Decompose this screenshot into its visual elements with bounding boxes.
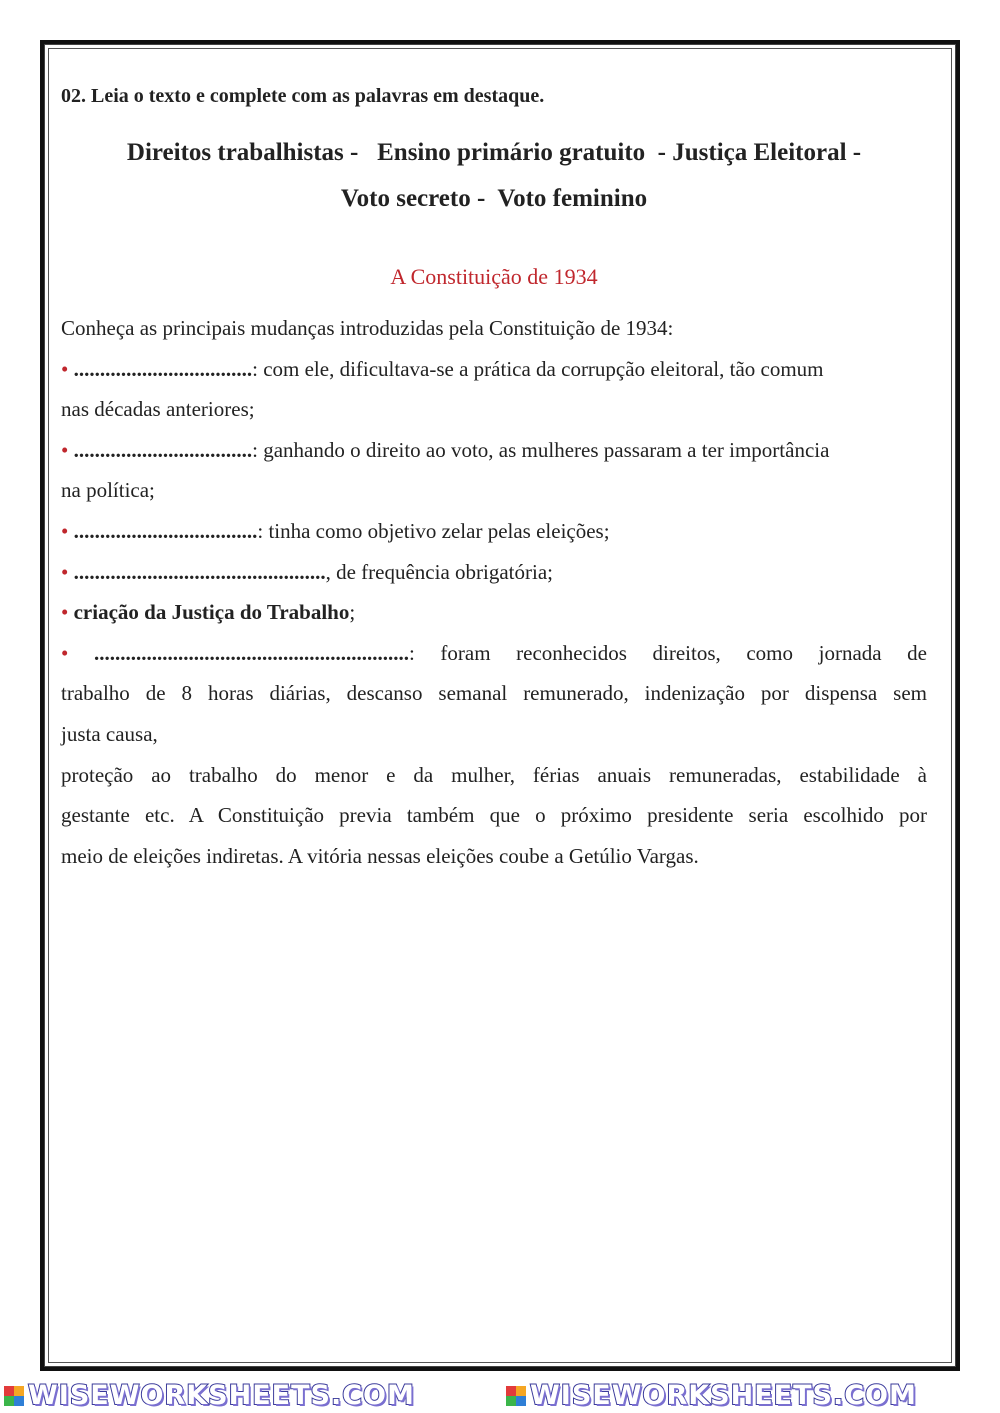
closing-line-2: gestante etc. A Constituição previa também que o próximo presidente seria escolhido por [61, 803, 927, 828]
bullet-icon: • [61, 437, 69, 462]
closing-line-1: proteção ao trabalho do menor e da mulher, férias anuais remuneradas, estabilidade à [61, 762, 927, 787]
brand-text: WISEWORKSHEETS.COM [530, 1380, 917, 1411]
logo-cell [4, 1396, 14, 1406]
worksheet-content [61, 82, 927, 876]
bullet-icon: • [61, 600, 69, 625]
logo-cell [14, 1386, 24, 1396]
brand-grid-icon [4, 1386, 24, 1406]
bullet-icon: • [61, 518, 69, 543]
list-item [61, 552, 927, 593]
logo-cell [506, 1396, 516, 1406]
brand-text: WISEWORKSHEETS.COM [28, 1380, 415, 1411]
bullet-icon: • [61, 640, 69, 665]
logo-cell [516, 1396, 526, 1406]
item-text: : ganhando o direito ao voto, as mulheres passaram a ter importância [252, 437, 830, 462]
closing-line-3: meio de eleições indiretas. A vitória nessas eleições coube a Getúlio Vargas. [61, 843, 699, 868]
answer-blank-4[interactable]: ................................................ [73, 559, 326, 584]
word-bank-row-1: Direitos trabalhistas - Ensino primário gratuito - Justiça Eleitoral - [126, 139, 862, 166]
brand-logo [506, 1378, 917, 1413]
brand-logo [4, 1378, 415, 1413]
bold-item-text: criação da Justiça do Trabalho [73, 600, 350, 625]
bullet-icon: • [61, 356, 69, 381]
word-bank-row-2: Voto secreto - Voto feminino [340, 185, 648, 212]
list-item [61, 633, 927, 674]
question-title: 02. Leia o texto e complete com as palavras em destaque. [61, 85, 545, 107]
item-text: , de frequência obrigatória; [325, 559, 553, 584]
brand-grid-icon [506, 1386, 526, 1406]
item-text: : foram reconhecidos direitos, como jornada de [408, 640, 928, 665]
text-body [61, 308, 927, 876]
intro-line: Conheça as principais mudanças introduzidas pela Constituição de 1934: [61, 316, 674, 340]
item-continuation: na política; [61, 478, 155, 503]
item-continuation: justa causa, [61, 721, 158, 746]
item-text: : com ele, dificultava-se a prática da corrupção eleitoral, tão comum [252, 356, 824, 381]
item-text: : tinha como objetivo zelar pelas eleições; [257, 518, 610, 543]
answer-blank-2[interactable]: .................................. [73, 437, 253, 462]
logo-cell [506, 1386, 516, 1396]
logo-cell [14, 1396, 24, 1406]
list-item [61, 349, 927, 390]
item-text: ; [349, 600, 356, 625]
answer-blank-3[interactable]: ................................... [73, 518, 258, 543]
item-continuation: trabalho de 8 horas diárias, descanso semanal remunerado, indenização por dispensa sem [61, 681, 927, 706]
logo-cell [516, 1386, 526, 1396]
list-item [61, 430, 927, 471]
word-bank [61, 130, 927, 222]
answer-blank-1[interactable]: .................................. [73, 356, 253, 381]
section-title: A Constituição de 1934 [390, 264, 598, 289]
list-item [61, 592, 927, 633]
item-continuation: nas décadas anteriores; [61, 397, 255, 422]
bullet-icon: • [61, 559, 69, 584]
answer-blank-5[interactable]: ............................................................ [93, 640, 409, 665]
footer-watermark [0, 1378, 1000, 1413]
list-item [61, 511, 927, 552]
logo-cell [4, 1386, 14, 1396]
